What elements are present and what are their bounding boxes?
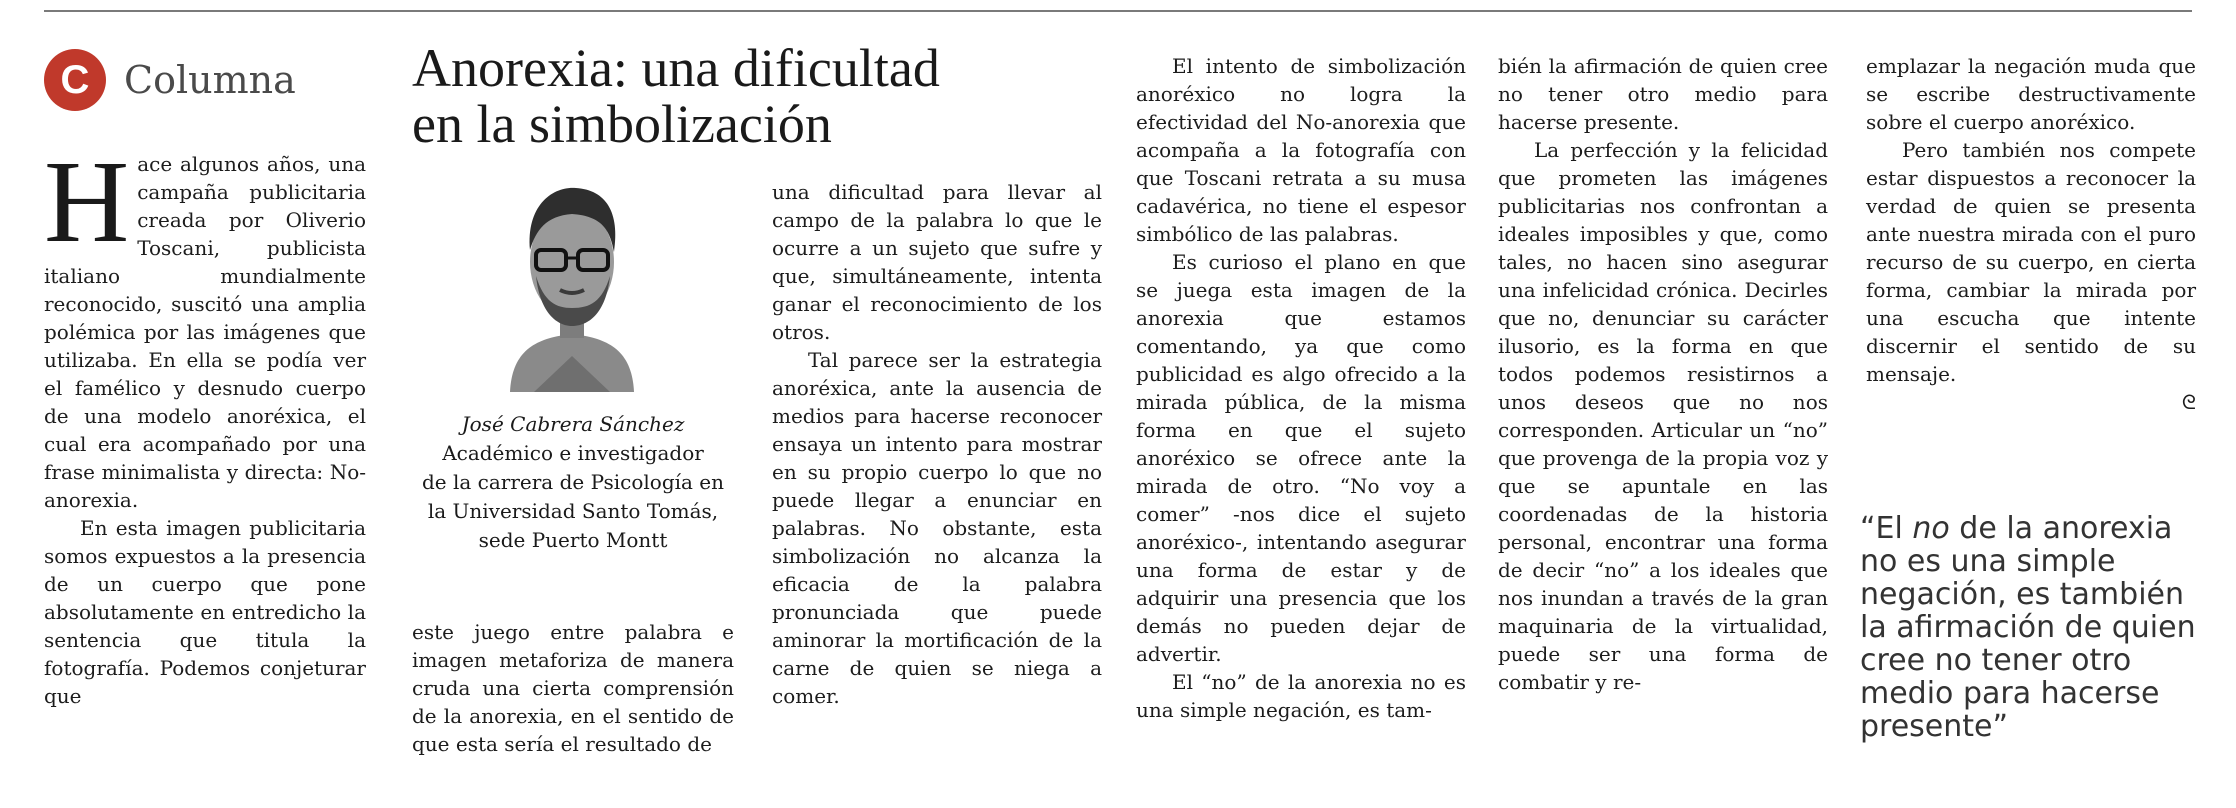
author-title: de la carrera de Psicología en: [421, 470, 725, 494]
column-4: [1136, 52, 1466, 724]
column-6: [1866, 52, 2196, 416]
author-title: Académico e investigador: [442, 441, 704, 465]
paragraph: El “no” de la anorexia no es una simple negación, es tam-: [1136, 670, 1466, 722]
section-header: [44, 44, 296, 116]
author-name: José Cabrera Sánchez: [461, 412, 685, 436]
paragraph: emplazar la negación muda que se escribe destructivamente sobre el cuerpo anoréxico.: [1866, 54, 2196, 134]
end-mark-icon: ᘓ: [2181, 390, 2196, 414]
paragraph: Es curioso el plano en que se juega esta imagen de la anorexia que estamos comentando, ya que como publicidad es algo ofrecido a la mirada pública, de la misma forma en que el sujeto anoréxico se ofrece ante la mirada de otro. “No voy a comer” -nos dice el sujeto anoréxico-, intentando asegurar una forma de estar y de adquirir una presencia que los demás no pueden dejar de advertir.: [1136, 250, 1466, 666]
author-portrait: [506, 180, 638, 392]
paragraph: Pero también nos compete estar dispuestos a reconocer la verdad de quien se presenta ante nuestra mirada con el puro recurso de su cuerpo, en cierta forma, cambiar la mirada por una escucha que intente discernir el sentido de su mensaje.: [1866, 138, 2196, 386]
paragraph: bién la afirmación de quien cree no tener otro medio para hacerse presente.: [1498, 54, 1828, 134]
headline-line-1: Anorexia: una dificultad: [412, 38, 940, 98]
column-1: [44, 136, 366, 710]
pull-quote-emphasis: no: [1912, 511, 1950, 546]
author-title: sede Puerto Montt: [478, 528, 668, 552]
top-rule: [44, 10, 2192, 12]
paragraph: Tal parece ser la estrategia anoréxica, ante la ausencia de medios para hacerse reconocer ensaya un intento para mostrar en su propio cuerpo lo que no puede llegar a enunciar en palabras. No obstante, esta simbolización no alcanza la eficacia de la palabra pronunciada que puede aminorar la mortificación de la carne de quien se niega a comer.: [772, 348, 1102, 708]
author-byline: [412, 410, 734, 555]
paragraph: este juego entre palabra e imagen metaforiza de manera cruda una cierta comprensión de la anorexia, en el sentido de que esta sería el resultado de: [412, 620, 734, 756]
paragraph: En esta imagen publicitaria somos expuestos a la presencia de un cuerpo que pone absolutamente en entredicho la sentencia que titula la fotografía. Podemos conjeturar que: [44, 516, 366, 708]
column-3: [772, 178, 1102, 710]
author-title: la Universidad Santo Tomás,: [427, 499, 719, 523]
column-2: [412, 618, 734, 758]
headline-line-2: en la simbolización: [412, 94, 832, 154]
headline: [412, 40, 1012, 152]
column-5: [1498, 52, 1828, 696]
paragraph: La perfección y la felicidad que prometen las imágenes publicitarias nos confrontan a ideales imposibles y que, como tales, no hacen sino asegurar una infelicidad crónica. Decirles que no, denunciar su carácter ilusorio, es la forma en que todos podemos resistirnos a unos deseos que no nos corresponden. Articular un “no” que provenga de la propia voz y que se apuntale en las coordenadas de la historia personal, encontrar una forma de decir “no” a los ideales que nos inundan a través de la gran maquinaria de la virtualidad, puede ser una forma de combatir y re-: [1498, 138, 1828, 694]
section-badge: C: [44, 49, 106, 111]
paragraph: una dificultad para llevar al campo de la palabra lo que le ocurre a un sujeto que sufre y que, simultáneamente, intenta ganar el reconocimiento de los otros.: [772, 180, 1102, 344]
paragraph: Hace algunos años, una campaña publicitaria creada por Oliverio Toscani, publicista italiano mundialmente reconocido, suscitó una amplia polémica por las imágenes que utilizaba. En ella se podía ver el famélico y desnudo cuerpo de una modelo anoréxica, el cual era acompañado por una frase minimalista y directa: No-anorexia.: [44, 136, 366, 512]
paragraph: El intento de simbolización anoréxico no logra la efectividad del No-anorexia que acompaña a la fotografía con que Toscani retrata a su musa cadavérica, no tiene el espesor simbólico de las palabras.: [1136, 54, 1466, 246]
section-label: Columna: [124, 58, 296, 102]
drop-cap: H: [44, 136, 130, 267]
pull-quote: “El no de la anorexia no es una simple negación, es también la afirmación de quien cree no tener otro medio para hacerse presente”: [1860, 511, 2196, 744]
